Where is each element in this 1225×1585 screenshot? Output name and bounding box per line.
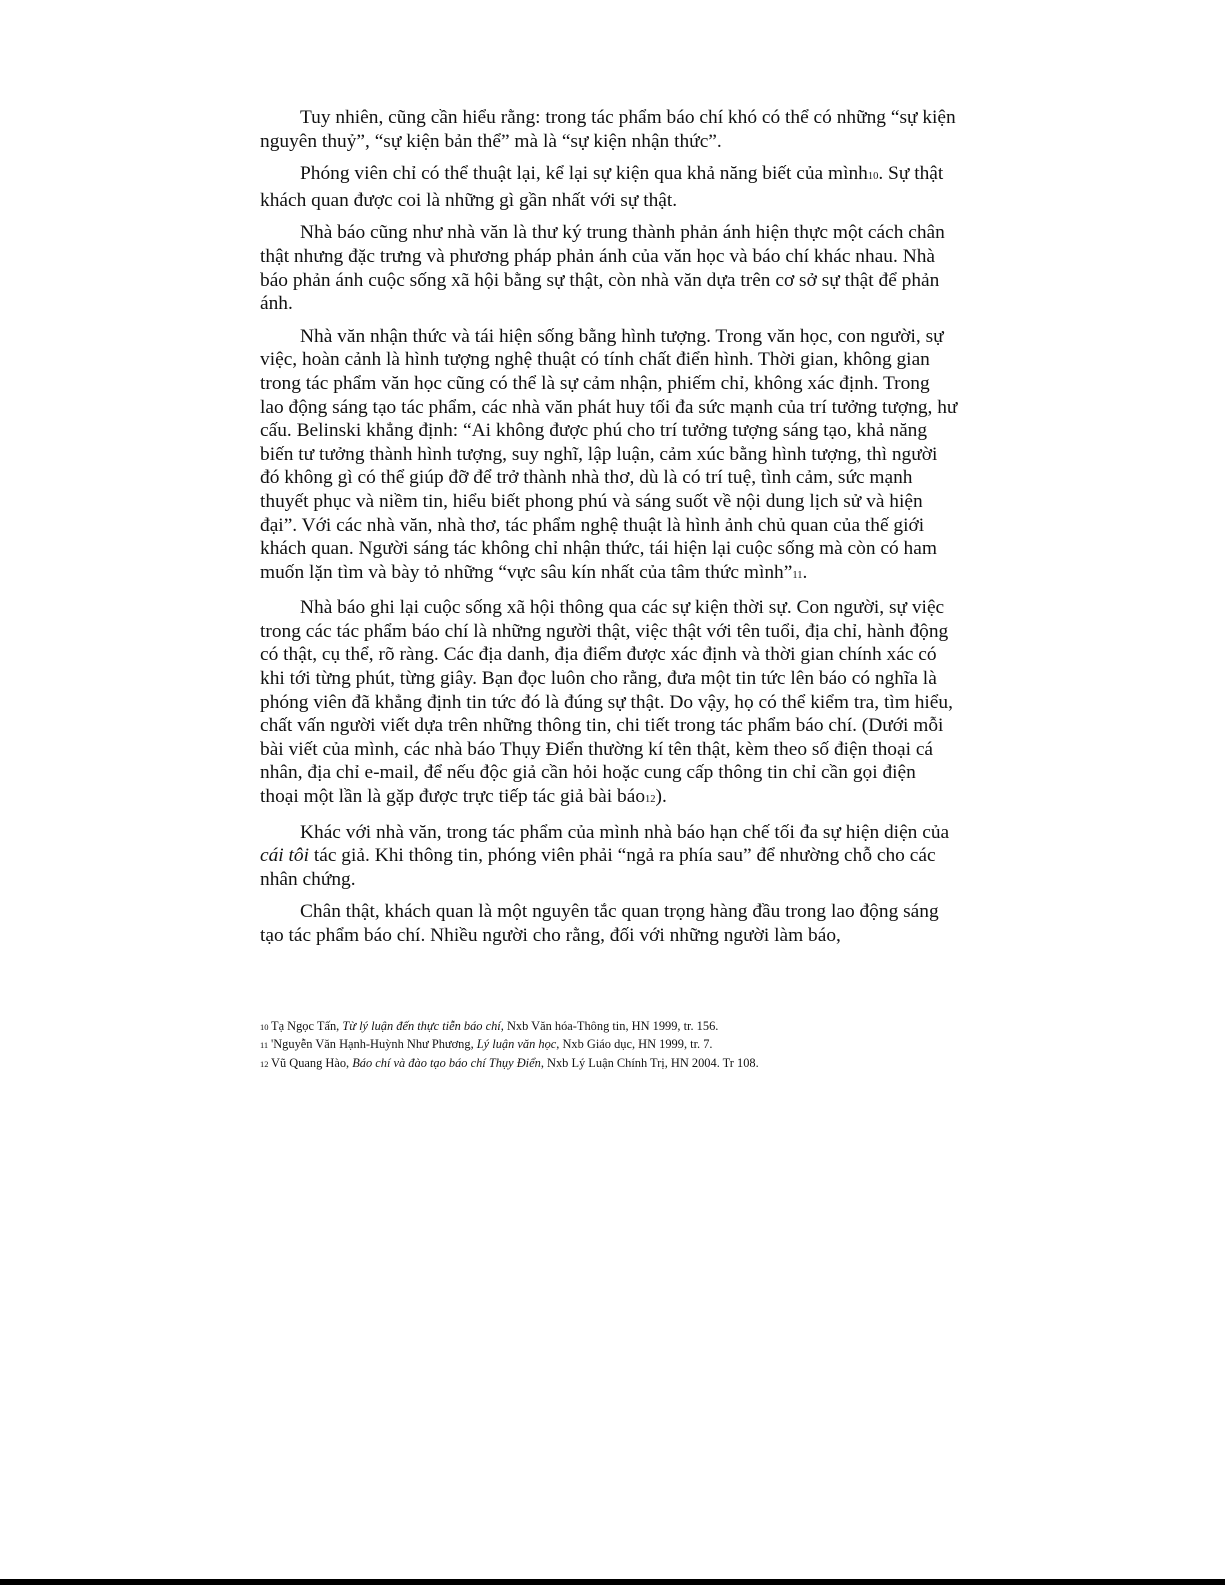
footnote-title: Từ lý luận đến thực tiễn báo chí,	[342, 1019, 504, 1033]
footnote-text: Vũ Quang Hào,	[271, 1055, 353, 1070]
footnote-text: Nxb Văn hóa-Thông tin, HN 1999, tr. 156.	[503, 1019, 719, 1033]
italic-term: cái tôi	[260, 845, 310, 867]
footnote-title: Lý luận văn học	[476, 1037, 557, 1052]
footnote-11	[260, 1036, 980, 1054]
footnote-reference: 10	[867, 171, 879, 183]
paragraph-text: Chân thật, khách quan là một nguyên tắc quan trọng hàng đầu trong lao động sáng tạo tác phẩm báo chí. Nhiều người cho rằng, đối với những người làm báo,	[260, 901, 939, 946]
paragraph-text: Nhà báo cũng như nhà văn là thư ký trung thành phản ánh hiện thực một cách chân thật nhưng đặc trưng và phương pháp phản ánh của văn học và báo chí khác nhau. Nhà báo phản ánh cuộc sống xã hội bằng sự thật, còn nhà văn dựa trên cơ sở sự thật để phản ánh.	[260, 222, 945, 315]
paragraph-text: .	[802, 561, 808, 583]
footnote-text: Tạ Ngọc Tấn,	[271, 1019, 343, 1033]
footnote-12	[260, 1055, 980, 1073]
footnote-text: 'Nguyễn Văn Hạnh-Huỳnh Như Phương,	[271, 1037, 477, 1052]
paragraph-text: tác giả. Khi thông tin, phóng viên phải “ngả ra phía sau” để nhường chỗ cho các nhân chứng.	[260, 845, 936, 890]
paragraph-4	[260, 325, 958, 588]
footnotes	[260, 1018, 980, 1073]
paragraph-6	[260, 821, 958, 892]
footnote-title: Báo chí và đào tạo báo chí Thụy Điển	[352, 1055, 541, 1070]
footnote-number: 11	[260, 1040, 269, 1051]
footnote-reference: 12	[645, 794, 656, 806]
paragraph-text: . Sự thật khách quan được coi là những gì gần nhất với sự thật.	[260, 163, 944, 211]
paragraph-text: Phóng viên chỉ có thể thuật lại, kể lại sự kiện qua khả năng biết của mình	[300, 163, 868, 185]
footnote-text: , Nxb Lý Luận Chính Trị, HN 2004. Tr 108.	[540, 1055, 759, 1070]
footnote-reference: 11	[792, 569, 803, 581]
page-bottom-border	[0, 1579, 1225, 1585]
body-text	[260, 106, 958, 957]
paragraph-5	[260, 596, 958, 811]
paragraph-text: ).	[655, 786, 667, 808]
paragraph-text: Tuy nhiên, cũng cần hiểu rằng: trong tác phẩm báo chí khó có thể có những “sự kiện nguyên thuỷ”, “sự kiện bản thể” mà là “sự kiện nhận thức”.	[260, 107, 956, 152]
paragraph-2	[260, 162, 958, 212]
paragraph-7	[260, 900, 958, 947]
footnote-number: 12	[260, 1058, 269, 1069]
footnote-text: , Nxb Giáo dục, HN 1999, tr. 7.	[556, 1037, 713, 1052]
footnote-number: 10	[260, 1022, 269, 1032]
paragraph-text: Nhà báo ghi lại cuộc sống xã hội thông qua các sự kiện thời sự. Con người, sự việc trong các tác phẩm báo chí là những người thật, việc thật với tên tuổi, địa chỉ, hành động có thật, cụ thể, rõ ràng. Các địa danh, địa điểm được xác định và thời gian chính xác có khi tới từng phút, từng giây. Bạn đọc luôn cho rằng, đưa một tin tức lên báo có nghĩa là phóng viên đã khẳng định tin tức đó là đúng sự thật. Do vậy, họ có thể kiểm tra, tìm hiểu, chất vấn người viết dựa trên những thông tin, chi tiết trong tác phẩm báo chí. (Dưới mỗi bài viết của mình, các nhà báo Thụy Điển thường kí tên thật, kèm theo số điện thoại cá nhân, địa chỉ e-mail, để nếu độc giả cần hỏi hoặc cung cấp thông tin chỉ cần gọi điện thoại một lần là gặp được trực tiếp tác giả bài báo	[260, 597, 953, 808]
paragraph-text: Khác với nhà văn, trong tác phẩm của mình nhà báo hạn chế tối đa sự hiện diện của	[300, 821, 950, 843]
paragraph-text: Nhà văn nhận thức và tái hiện sống bằng hình tượng. Trong văn học, con người, sự việc, hoàn cảnh là hình tượng nghệ thuật có tính chất điển hình. Thời gian, không gian trong tác phẩm văn học cũng có thể là sự cảm nhận, phiếm chỉ, không xác định. Trong lao động sáng tạo tác phẩm, các nhà văn phát huy tối đa sức mạnh của trí tưởng tượng, hư cấu. Belinski khẳng định: “Ai không được phú cho trí tưởng tượng sáng tạo, khả năng biến tư tưởng thành hình tượng, suy nghĩ, lập luận, cảm xúc bằng hình tượng, thì người đó không gì có thể giúp đỡ để trở thành nhà thơ, dù là có trí tuệ, tình cảm, sức mạnh thuyết phục và niềm tin, hiểu biết phong phú và sáng suốt về nội dung lịch sử và hiện đại”. Với các nhà văn, nhà thơ, tác phẩm nghệ thuật là hình ảnh chủ quan của thế giới khách quan. Người sáng tác không chỉ nhận thức, tái hiện lại cuộc sống mà còn có ham muốn lặn tìm và bày tỏ những “vực sâu kín nhất của tâm thức mình”	[260, 325, 958, 583]
paragraph-3	[260, 221, 958, 315]
footnote-10	[260, 1018, 980, 1036]
paragraph-1	[260, 106, 958, 153]
